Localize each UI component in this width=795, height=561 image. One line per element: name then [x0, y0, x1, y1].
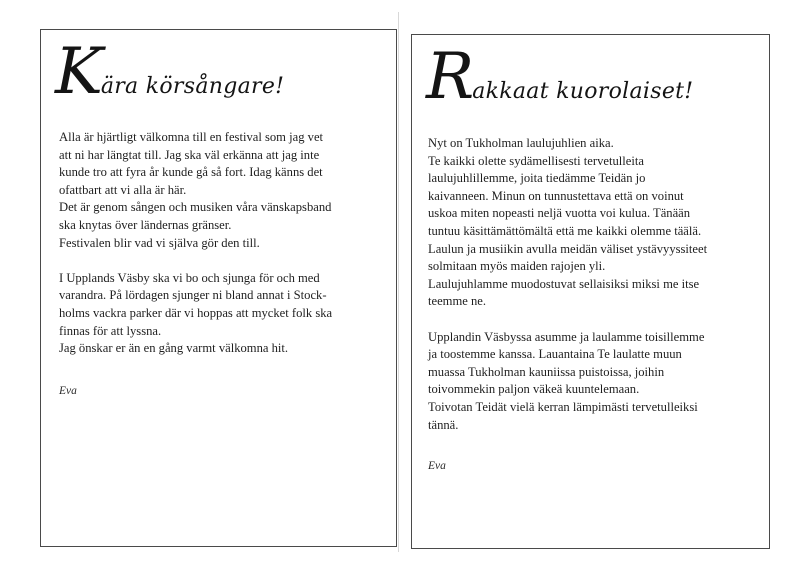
- page-title: [426, 40, 694, 114]
- signature: Eva: [428, 460, 446, 472]
- title-drop-cap: R: [426, 40, 473, 114]
- text-line: holms vackra parker där vi hoppas att mycket folk ska: [59, 305, 333, 320]
- text-line: toivommekin paljon väkeä kuuntelemaan.: [428, 382, 640, 397]
- text-line: kaivanneen. Minun on tunnustettava että on voinut: [428, 188, 684, 203]
- text-line: tännä.: [428, 417, 459, 432]
- text-line: kunde tro att fyra år kunde gå så fort. Idag känns det: [59, 165, 323, 180]
- page-right-finnish: [411, 34, 770, 549]
- title-text: akkaat kuorolaiset!: [472, 79, 694, 104]
- text-line: tuntuu käsittämättömältä että me kaikki olemme täälä.: [428, 223, 702, 238]
- text-line: Te kaikki olette sydämellisesti tervetulleita: [428, 153, 644, 168]
- text-line: muassa Tukholman kauniissa puistoissa, joihin: [428, 364, 665, 379]
- text-line: att ni har längtat till. Jag ska väl erkänna att jag inte: [59, 147, 320, 162]
- text-line: teemme ne.: [428, 294, 487, 309]
- page-title: [55, 35, 285, 109]
- text-line: Laulujuhlamme muodostuvat sellaisiksi miksi me itse: [428, 276, 700, 291]
- text-line: ofattbart att vi alla är här.: [59, 182, 187, 197]
- paragraph: [59, 270, 332, 358]
- paragraph: [428, 135, 707, 311]
- text-line: varandra. På lördagen sjunger ni bland annat i Stock-: [59, 288, 327, 303]
- text-line: uskoa miten nopeasti neljä vuotta voi kulua. Tänään: [428, 206, 691, 221]
- paragraph: [59, 129, 332, 252]
- text-line: ska knytas över ländernas gränser.: [59, 217, 232, 232]
- paragraph-gap: [428, 311, 707, 329]
- text-line: Det är genom sången och musiken våra vänskapsband: [59, 200, 332, 215]
- page-left-swedish: [40, 29, 397, 547]
- text-line: I Upplands Väsby ska vi bo och sjunga för och med: [59, 270, 320, 285]
- letter-body: [59, 129, 332, 358]
- paragraph: [428, 329, 707, 435]
- title-drop-cap: K: [55, 35, 101, 109]
- text-line: laulujuhlillemme, joita tiedämme Teidän jo: [428, 171, 646, 186]
- text-line: Festivalen blir vad vi själva gör den till.: [59, 235, 260, 250]
- spread-fold: [398, 12, 399, 552]
- text-line: Nyt on Tukholman laulujuhlien aika.: [428, 136, 614, 150]
- text-line: Upplandin Väsbyssa asumme ja laulamme toisillemme: [428, 329, 705, 344]
- text-line: Jag önskar er än en gång varmt välkomna hit.: [59, 341, 289, 356]
- signature: Eva: [59, 385, 77, 397]
- text-line: solmitaan myös maiden rajojen yli.: [428, 259, 606, 274]
- title-text: ära körsångare!: [100, 74, 285, 99]
- text-line: Alla är hjärtligt välkomna till en festival som jag vet: [59, 130, 324, 144]
- text-line: finnas för att lyssna.: [59, 323, 162, 338]
- text-line: Toivotan Teidät vielä kerran lämpimästi tervetulleiksi: [428, 399, 698, 414]
- text-line: ja toostemme kanssa. Lauantaina Te laulatte muun: [428, 347, 682, 362]
- paragraph-gap: [59, 252, 332, 270]
- letter-body: [428, 135, 707, 434]
- text-line: Laulun ja musiikin avulla meidän väliset ystävyyssiteet: [428, 241, 708, 256]
